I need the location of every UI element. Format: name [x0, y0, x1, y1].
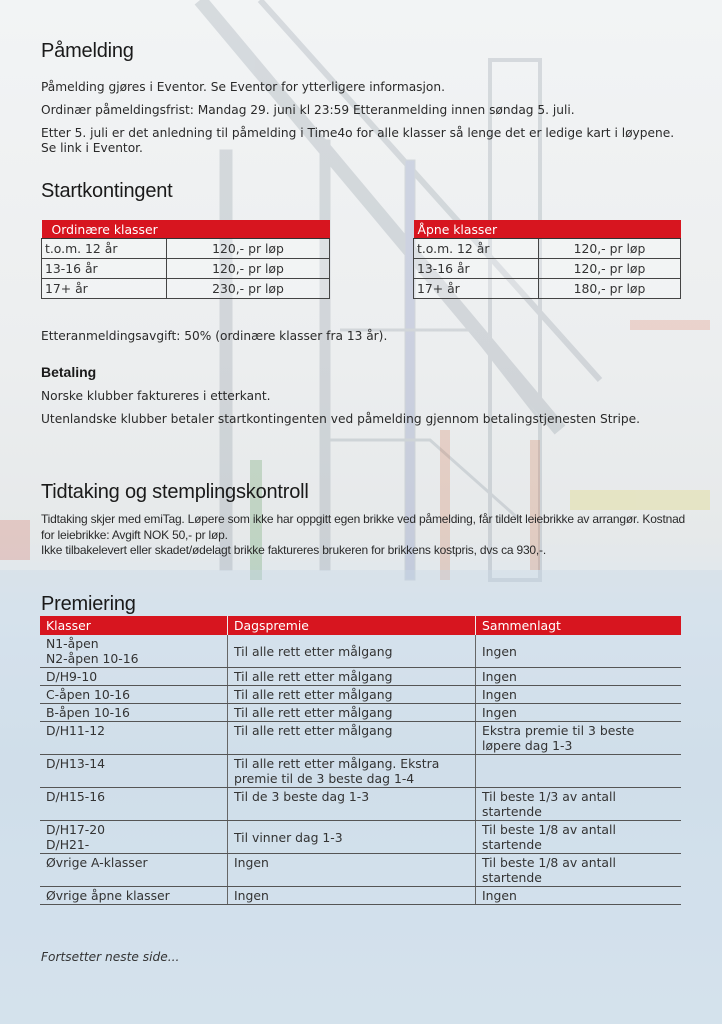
age-cell: 17+ år [414, 279, 539, 299]
overall-prize-cell [476, 755, 682, 788]
overall-prize-cell: Ingen [476, 887, 682, 905]
table-row [40, 854, 681, 887]
overall-prize-cell: Ingen [476, 704, 682, 722]
fee-cell: 120,- pr løp [167, 239, 330, 259]
table-row [414, 279, 681, 299]
section-title-tidtaking: Tidtaking og stemplingskontroll [41, 481, 309, 503]
age-cell: 13-16 år [42, 259, 167, 279]
day-prize-cell: Til alle rett etter målgang. Ekstra premie til de 3 beste dag 1-4 [228, 755, 476, 788]
table-row [40, 722, 681, 755]
tidtaking-line-1: Tidtaking skjer med emiTag. Løpere som ikke har oppgitt egen brikke ved påmelding, får tildelt leiebrikke av arrangør. Kostnad for leiebrikke: Avgift NOK 50,- pr løp. [41, 512, 686, 542]
prize-table [40, 616, 681, 905]
continue-note: Fortsetter neste side... [41, 950, 180, 964]
fee-table-header: Åpne klasser [414, 220, 681, 239]
day-prize-cell: Til alle rett etter målgang [228, 635, 476, 668]
table-row [42, 279, 330, 299]
table-row [40, 635, 681, 668]
table-row [42, 259, 330, 279]
overall-prize-cell: Ingen [476, 635, 682, 668]
class-cell: Øvrige åpne klasser [40, 887, 228, 905]
fee-cell: 120,- pr løp [539, 239, 681, 259]
day-prize-cell: Til alle rett etter målgang [228, 722, 476, 755]
class-cell: Øvrige A-klasser [40, 854, 228, 887]
column-header-klasser: Klasser [40, 616, 228, 635]
day-prize-cell: Til de 3 beste dag 1-3 [228, 788, 476, 821]
table-row [40, 887, 681, 905]
table-row [40, 686, 681, 704]
overall-prize-cell: Ekstra premie til 3 beste løpere dag 1-3 [476, 722, 682, 755]
class-cell: N1-åpen N2-åpen 10-16 [40, 635, 228, 668]
fee-table-open [413, 220, 681, 299]
column-header-sammenlagt: Sammenlagt [476, 616, 682, 635]
overall-prize-cell: Til beste 1/3 av antall startende [476, 788, 682, 821]
table-row [40, 788, 681, 821]
class-cell: D/H11-12 [40, 722, 228, 755]
column-header-dagspremie: Dagspremie [228, 616, 476, 635]
section-title-startkontingent: Startkontingent [41, 180, 173, 202]
day-prize-cell: Ingen [228, 854, 476, 887]
class-cell: D/H13-14 [40, 755, 228, 788]
day-prize-cell: Til alle rett etter målgang [228, 668, 476, 686]
overall-prize-cell: Ingen [476, 686, 682, 704]
day-prize-cell: Til alle rett etter målgang [228, 704, 476, 722]
age-cell: 17+ år [42, 279, 167, 299]
fee-cell: 230,- pr løp [167, 279, 330, 299]
day-prize-cell: Ingen [228, 887, 476, 905]
age-cell: t.o.m. 12 år [42, 239, 167, 259]
section-title-betaling: Betaling [41, 364, 97, 380]
table-row [414, 259, 681, 279]
class-cell: D/H9-10 [40, 668, 228, 686]
late-fee-text: Etteranmeldingsavgift: 50% (ordinære klasser fra 13 år). [41, 329, 388, 343]
pamelding-line-1: Påmelding gjøres i Eventor. Se Eventor for ytterligere informasjon. [41, 80, 445, 94]
pamelding-line-3: Etter 5. juli er det anledning til påmelding i Time4o for alle klasser så lenge det er ledige kart i løypene. Se link i Eventor. [41, 126, 675, 155]
class-cell: D/H15-16 [40, 788, 228, 821]
overall-prize-cell: Ingen [476, 668, 682, 686]
overall-prize-cell: Til beste 1/8 av antall startende [476, 821, 682, 854]
overall-prize-cell: Til beste 1/8 av antall startende [476, 854, 682, 887]
table-row [40, 668, 681, 686]
day-prize-cell: Til alle rett etter målgang [228, 686, 476, 704]
age-cell: t.o.m. 12 år [414, 239, 539, 259]
fee-table-ordinary [41, 220, 330, 299]
class-cell: D/H17-20 D/H21- [40, 821, 228, 854]
table-row [42, 239, 330, 259]
day-prize-cell: Til vinner dag 1-3 [228, 821, 476, 854]
fee-cell: 120,- pr løp [539, 259, 681, 279]
betaling-line-2: Utenlandske klubber betaler startkontingenten ved påmelding gjennom betalingstjenesten Stripe. [41, 412, 640, 426]
section-title-premiering: Premiering [41, 593, 136, 615]
fee-cell: 120,- pr løp [167, 259, 330, 279]
class-cell: C-åpen 10-16 [40, 686, 228, 704]
betaling-line-1: Norske klubber faktureres i etterkant. [41, 389, 271, 403]
class-cell: B-åpen 10-16 [40, 704, 228, 722]
section-title-pamelding: Påmelding [41, 40, 134, 62]
fee-cell: 180,- pr løp [539, 279, 681, 299]
tidtaking-line-2: Ikke tilbakelevert eller skadet/ødelagt brikke faktureres brukeren for brikkens kostpris, dvs ca 930,-. [41, 543, 546, 557]
pamelding-line-2: Ordinær påmeldingsfrist: Mandag 29. juni kl 23:59 Etteranmelding innen søndag 5. juli. [41, 103, 575, 117]
table-row [414, 239, 681, 259]
table-row [40, 821, 681, 854]
table-row [40, 704, 681, 722]
fee-table-header: Ordinære klasser [42, 220, 330, 239]
table-row [40, 755, 681, 788]
age-cell: 13-16 år [414, 259, 539, 279]
